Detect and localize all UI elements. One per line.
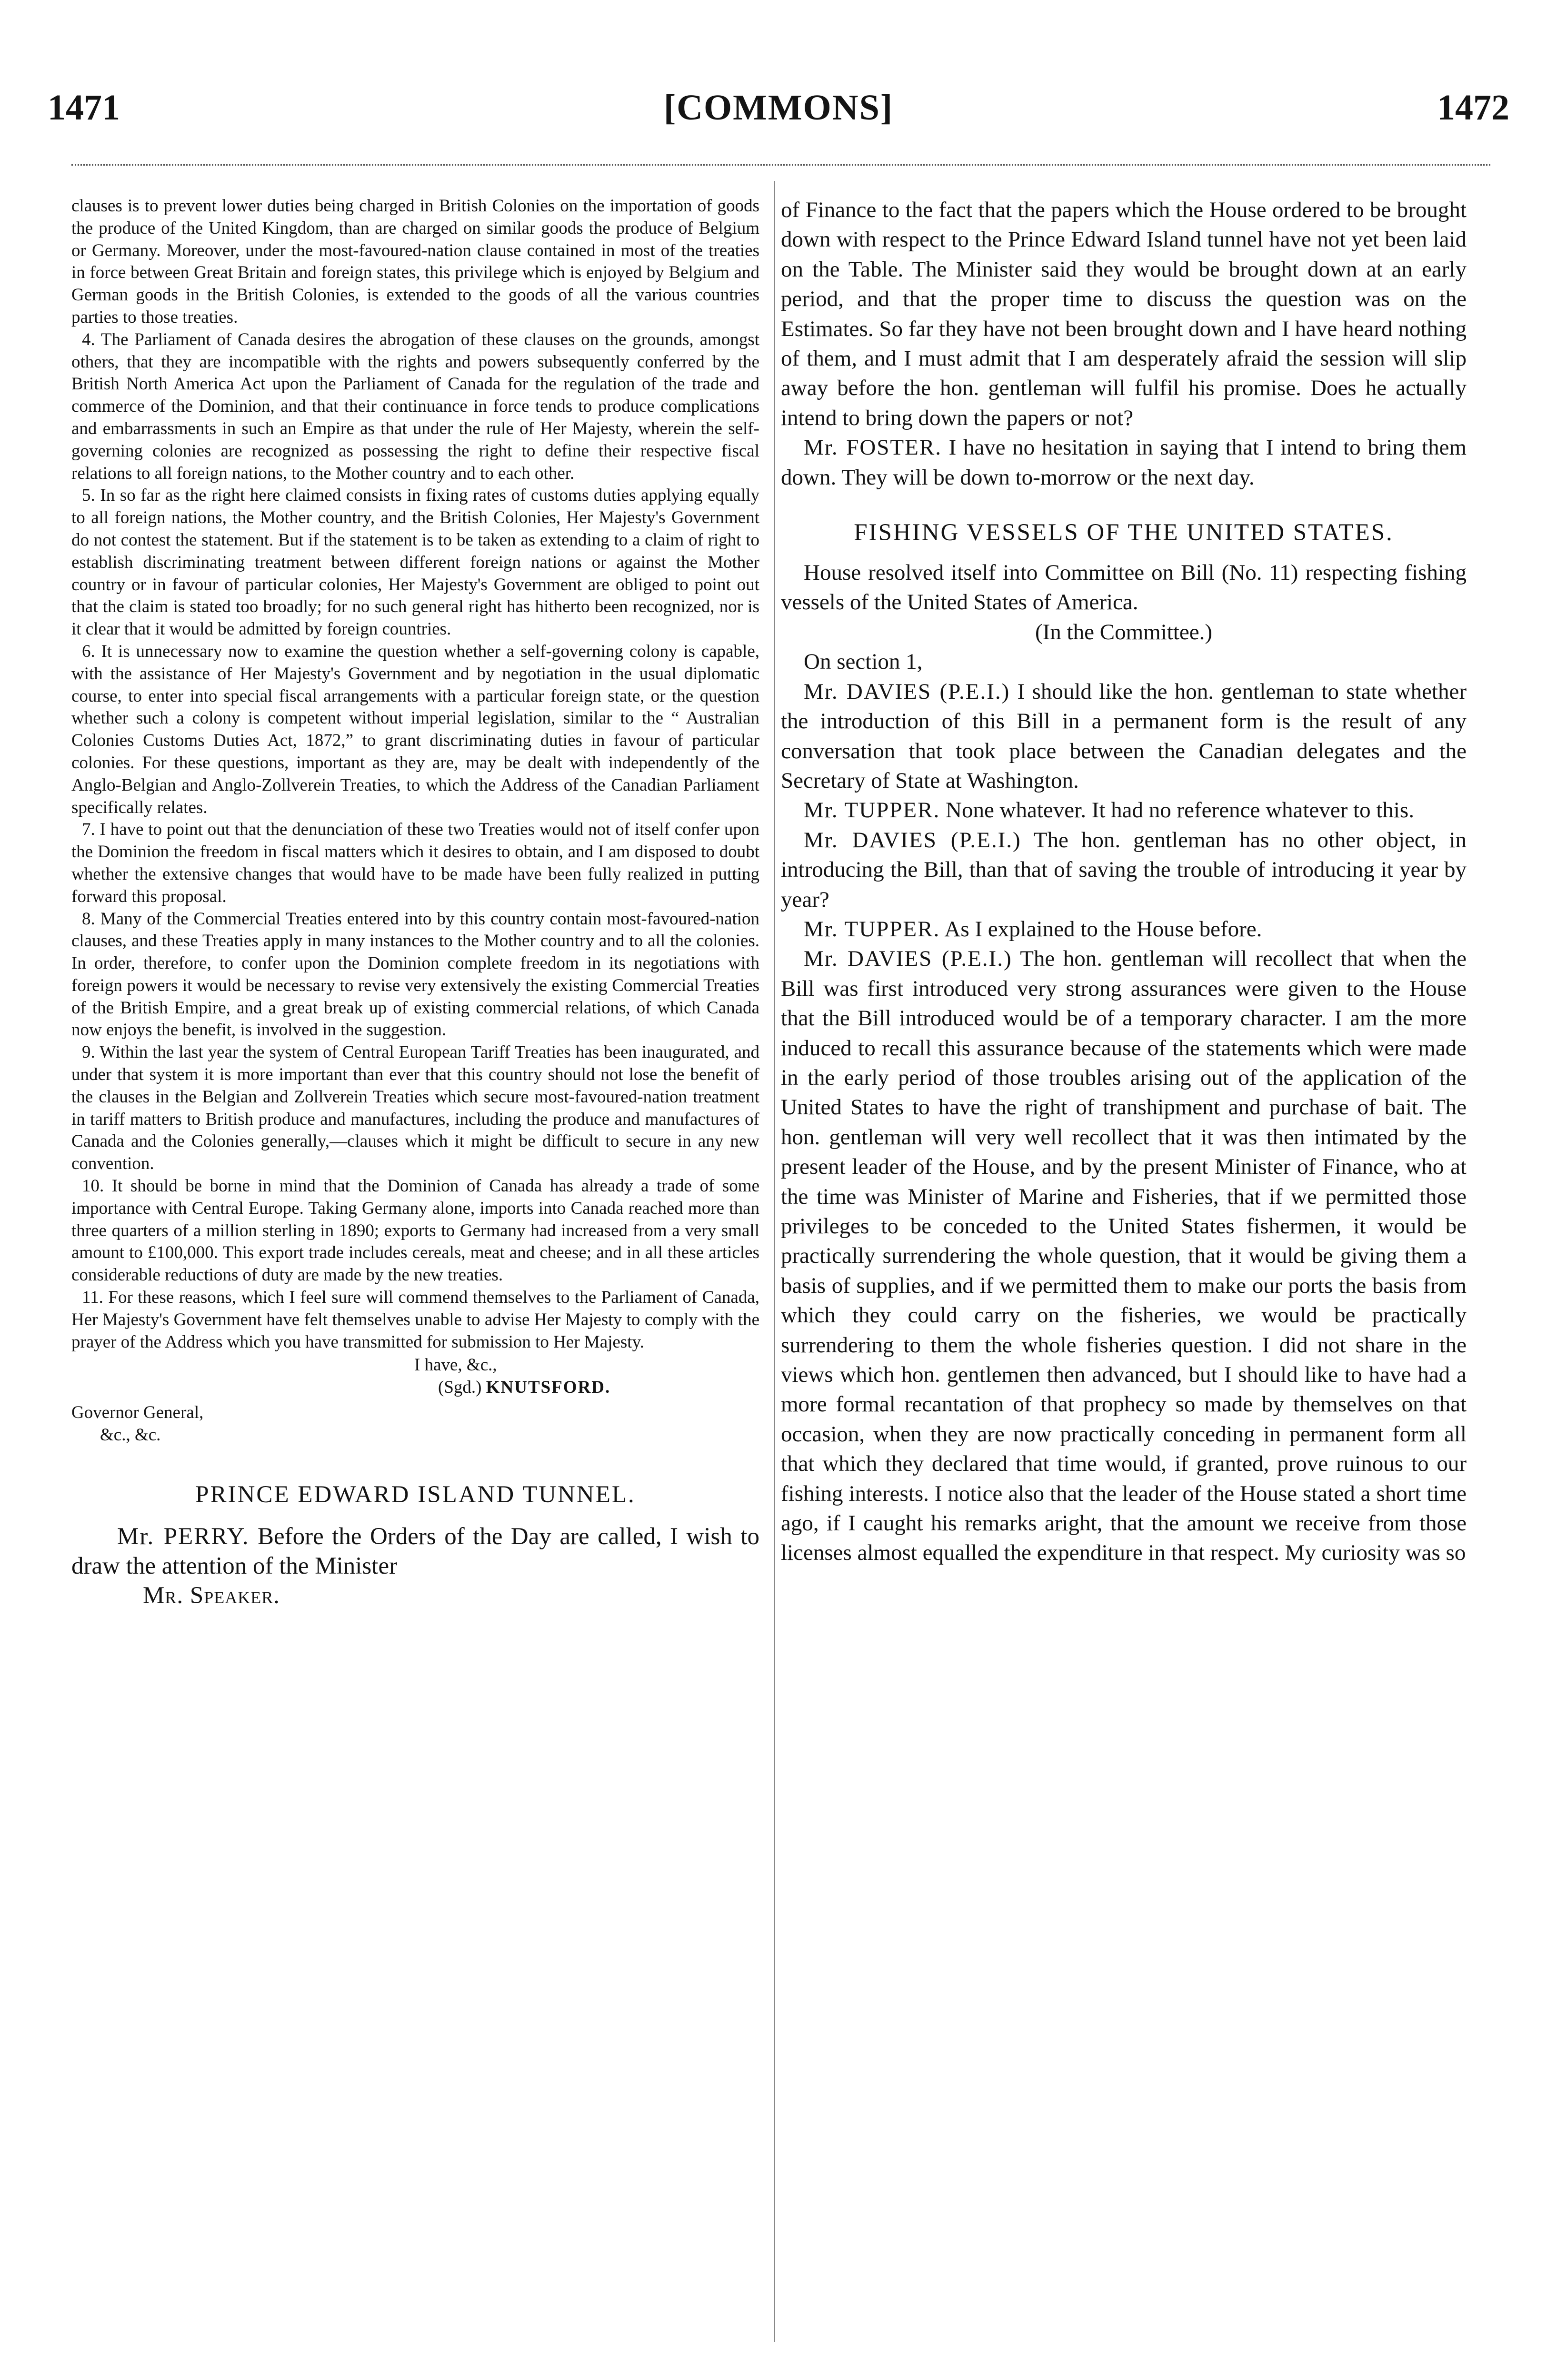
speaker-name: Mr. PERRY. <box>117 1523 250 1550</box>
debate-speech <box>781 677 1467 796</box>
speech-tail: Mr. Speaker. <box>143 1582 280 1609</box>
page-header-commons: [COMMONS] <box>663 88 894 128</box>
letter-paragraph: 7. I have to point out that the denunciation of these two Treaties would not of itself confer upon the Dominion the freedom in fiscal matters which it desires to obtain, and I am disposed to doubt whether the extensive changes that would have to be made have been fully realized in putting forward this proposal. <box>71 820 759 906</box>
letter-paragraph: 9. Within the last year the system of Central European Tariff Treaties has been inaugurated, and under that system it is more important than ever that this country should not lose the benefit of the clauses in the Belgian and Zollverein Treaties which secure most-favoured-nation treatment in tariff matters to British produce and manufactures, including the produce and manufactures of Canada and the Colonies generally,—clauses which it might be difficult to secure in any new convention. <box>71 1042 759 1174</box>
speaker-name: Mr. DAVIES (P.E.I.) <box>804 946 1012 972</box>
speech-text: The hon. gentleman has no other object, in introducing the Bill, than that of saving the trouble of introducing it year by year? <box>781 827 1467 912</box>
left-column <box>71 195 759 1610</box>
speech-text: I should like the hon. gentleman to state whether the introduction of this Bill in a permanent form is the result of any conversation that took place between the Canadian delegates and the Secretary of State at Washington. <box>781 679 1467 793</box>
in-committee-label: (In the Committee.) <box>1035 619 1212 645</box>
signature-line <box>71 1377 759 1399</box>
column-divider <box>774 181 775 2342</box>
section-heading-fishing-vessels: FISHING VESSELS OF THE UNITED STATES. <box>854 519 1394 546</box>
letter-paragraph: 10. It should be borne in mind that the Dominion of Canada has already a trade of some importance with Central Europe. Taking Germany alone, imports into Canada reached more than three quarters of a million sterling in 1890; exports to Germany had increased from a very small amount to £100,000. This export trade includes cereals, meat and cheese; and in all these articles considerable reductions of duty are made by the new treaties. <box>71 1176 759 1285</box>
speaker-name: Mr. FOSTER. <box>804 435 942 460</box>
speech-text: The hon. gentleman will recollect that when the Bill was first introduced very strong assurances were given to the House that the Bill introduced would be of a temporary character. I am the more induced to recall this assurance because of the statements which were made in the early period of those troubles arising out of the application of the United States to have the right of transhipment and purchase of bait. The hon. gentleman will very well recollect that it was then intimated by the present leader of the House, and by the present Minister of Finance, who at the time was Minister of Marine and Fisheries, that if we permitted those privileges to be conceded to the United States fishermen, it would be practically surrendering the whole question, that it would be giving them a basis of supplies, and if we permitted them to make our ports the basis from which they could carry on the fisheries, we would be practically surrendering to them the whole fisheries question. I did not share in the views which hon. gentlemen then advanced, but I should like to have had a more formal recantation of that prophecy so made by themselves on that occasion, when they are now practically conceding in permanent form all that which they declared that time would, if granted, prove ruinous to our fishing interests. I notice also that the leader of the House stated a short time ago, if I caught his remarks aright, that the amount we receive from those licenses almost equalled the expenditure in that respect. My curiosity was so <box>781 946 1467 1566</box>
section-heading-pei-tunnel: PRINCE EDWARD ISLAND TUNNEL. <box>195 1481 636 1508</box>
perry-speech <box>71 1522 759 1581</box>
page-number-right: 1472 <box>1437 88 1509 128</box>
on-section-label: On section 1, <box>804 649 923 674</box>
addressee-etc: &c., &c. <box>100 1425 161 1445</box>
letter-paragraph: 8. Many of the Commercial Treaties entered into by this country contain most-favoured-nation clauses, and these Treaties apply in many instances to the Mother country and to all the colonies. In order, therefore, to confer upon the Dominion complete freedom in its negotiations with foreign powers it would be necessary to revise very extensively the existing Commercial Treaties of the British Empire, and a great break up of existing commercial relations, of which Canada now enjoys the benefit, is involved in the suggestion. <box>71 909 759 1040</box>
speech-text: Before the Orders of the Day are called, I wish to draw the attention of the Minister <box>71 1523 759 1580</box>
debate-speech <box>781 914 1467 944</box>
header-rule <box>71 164 1490 166</box>
signed-prefix: (Sgd.) <box>438 1378 482 1398</box>
closing-line: I have, &c., <box>414 1355 497 1375</box>
addressee-block <box>71 1402 759 1447</box>
letter-paragraph: 4. The Parliament of Canada desires the abrogation of these clauses on the grounds, amongst others, that they are incompatible with the rights and powers subsequently conferred by the British North America Act upon the Parliament of Canada for the regulation of the trade and commerce of the Dominion, and that their continuance in force tends to produce complications and embarrassments in such an Empire as that under the rule of Her Majesty, wherein the self-governing colonies are recognized as possessing the right to define their respective fiscal relations to all foreign nations, to the Mother country and to each other. <box>71 329 759 483</box>
right-column <box>781 195 1467 1568</box>
debate-speech <box>781 795 1467 825</box>
letter-signoff <box>71 1354 759 1399</box>
page-number-left: 1471 <box>48 88 120 128</box>
debate-speech <box>781 825 1467 914</box>
house-resolved-text: House resolved itself into Committee on Bill (No. 11) respecting fishing vessels of the United States of America. <box>781 560 1467 615</box>
letter-paragraph: clauses is to prevent lower duties being charged in British Colonies on the importation of goods the produce of the United Kingdom, than are charged on similar goods the produce of Belgium or Germany. Moreover, under the most-favoured-nation clause contained in most of the treaties in force between Great Britain and foreign states, this privilege which is enjoyed by Belgium and German goods in the British Colonies, is extended to the goods of all the various countries parties to those treaties. <box>71 196 759 327</box>
speech-text: I have no hesitation in saying that I intend to bring them down. They will be down to-morrow or the next day. <box>781 435 1467 490</box>
speech-continuation: of Finance to the fact that the papers which the House ordered to be brought down with respect to the Prince Edward Island tunnel have not yet been laid on the Table. The Minister said they would be brought down at an early period, and that the proper time to discuss the question was on the Estimates. So far they have not been brought down and I have heard nothing of them, and I must admit that I am desperately afraid the session will slip away before the hon. gentleman will fulfil his promise. Does he actually intend to bring down the papers or not? <box>781 198 1467 430</box>
letter-paragraph: 6. It is unnecessary now to examine the question whether a self-governing colony is capable, with the assistance of Her Majesty's Government and by negotiation in the usual diplomatic course, to enter into special fiscal arrangements with a particular foreign state, or the question whether such a colony is competent without imperial legislation, similar to the “ Australian Colonies Customs Duties Act, 1872,” to grant discriminating duties in favour of particular colonies. For these questions, important as they are, may be dealt with independently of the Anglo-Belgian and Anglo-Zollverein Treaties, to which the Address of the Canadian Parliament specifically relates. <box>71 641 759 817</box>
speech-text: None whatever. It had no reference whatever to this. <box>946 798 1414 823</box>
speaker-name: Mr. TUPPER. <box>804 916 940 942</box>
letter-paragraph: 5. In so far as the right here claimed consists in fixing rates of customs duties applying equally to all foreign nations, the Mother country, and the British Colonies, Her Majesty's Government do not contest the statement. But if the statement is to be taken as extending to a claim of right to establish discriminating treatment between different foreign nations or against the Mother country or in favour of particular colonies, Her Majesty's Government are obliged to point out that the claim is stated too broadly; for no such general right has hitherto been recognized, nor is it clear that it would be admitted by foreign countries. <box>71 486 759 639</box>
speaker-name: Mr. DAVIES (P.E.I.) <box>804 827 1021 853</box>
speech-text: As I explained to the House before. <box>944 916 1262 942</box>
speaker-name: Mr. DAVIES (P.E.I.) <box>804 679 1010 704</box>
addressee-title: Governor General, <box>71 1403 204 1423</box>
debate-speech <box>781 944 1467 1568</box>
speaker-name: Mr. TUPPER. <box>804 798 940 823</box>
foster-speech <box>781 433 1467 492</box>
signature-name: KNUTSFORD. <box>486 1378 611 1398</box>
letter-paragraph: 11. For these reasons, which I feel sure will commend themselves to the Parliament of Canada, Her Majesty's Government have felt themselves unable to advise Her Majesty to comply with the prayer of the Address which you have transmitted for submission to Her Majesty. <box>71 1288 759 1352</box>
